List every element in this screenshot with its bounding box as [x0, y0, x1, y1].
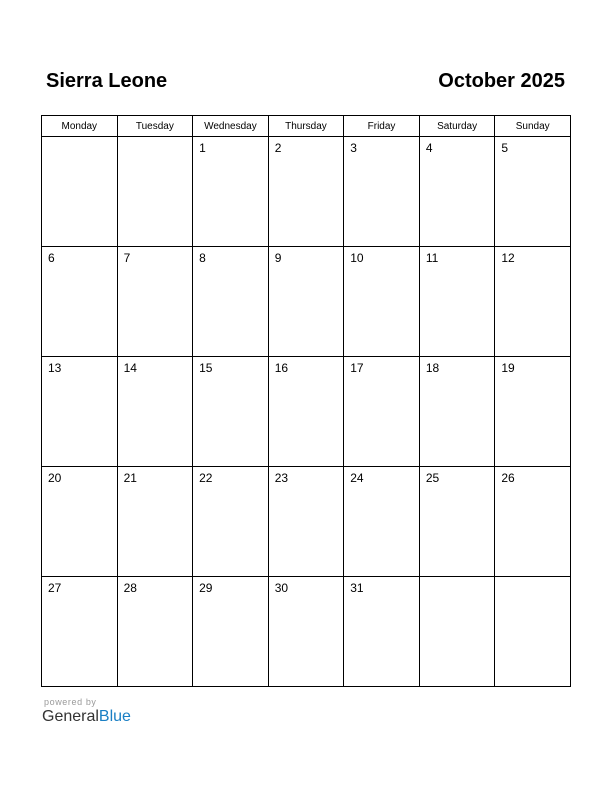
- weekday-tuesday: Tuesday: [117, 116, 193, 137]
- day-cell: [419, 577, 495, 687]
- day-cell: [419, 357, 495, 467]
- day-number: 2: [274, 141, 282, 155]
- week-row: [42, 577, 571, 687]
- day-number: 27: [48, 581, 62, 595]
- day-cell: [42, 357, 118, 467]
- day-cell: [495, 247, 571, 357]
- day-cell: [268, 247, 344, 357]
- day-number: [118, 137, 193, 141]
- weekday-sunday: Sunday: [495, 116, 571, 137]
- footer-branding: [42, 697, 131, 726]
- brand-part-blue: Blue: [98, 708, 131, 725]
- day-cell: [268, 577, 344, 687]
- week-row: [42, 357, 571, 467]
- calendar-header: [46, 70, 565, 98]
- generalblue-logo[interactable]: [42, 708, 131, 726]
- day-number: 25: [425, 471, 440, 485]
- day-number: [42, 137, 117, 141]
- weekday-monday: Monday: [42, 116, 118, 137]
- day-cell: [344, 137, 420, 247]
- day-number: 12: [501, 251, 515, 265]
- day-cell: [42, 577, 118, 687]
- day-number: 16: [274, 361, 289, 375]
- day-number: 31: [350, 581, 364, 595]
- month-year-title: October 2025: [438, 70, 565, 92]
- powered-by-label: powered by: [44, 697, 97, 707]
- day-cell: [344, 577, 420, 687]
- day-number: 24: [350, 471, 364, 485]
- day-cell: [193, 137, 269, 247]
- week-row: [42, 467, 571, 577]
- day-cell: [268, 357, 344, 467]
- country-title: Sierra Leone: [46, 70, 168, 92]
- weekday-friday: Friday: [344, 116, 420, 137]
- day-cell: [117, 357, 193, 467]
- day-number: 20: [48, 471, 62, 485]
- day-number: 14: [123, 361, 137, 375]
- day-number: 29: [199, 581, 213, 595]
- day-cell: [268, 467, 344, 577]
- day-cell: [42, 467, 118, 577]
- week-row: [42, 247, 571, 357]
- day-number: 8: [199, 251, 206, 265]
- day-cell: [495, 357, 571, 467]
- day-number: 28: [123, 581, 137, 595]
- brand-part-general: General: [42, 708, 99, 725]
- day-cell: [117, 247, 193, 357]
- day-cell: [42, 247, 118, 357]
- day-cell: [495, 137, 571, 247]
- day-number: 23: [274, 471, 289, 485]
- day-number: 17: [350, 361, 364, 375]
- day-cell: [117, 467, 193, 577]
- day-number: 26: [501, 471, 515, 485]
- day-number: 1: [199, 141, 206, 155]
- day-cell: [193, 247, 269, 357]
- day-number: 30: [274, 581, 289, 595]
- day-cell: [344, 247, 420, 357]
- weekday-wednesday: Wednesday: [193, 116, 269, 137]
- day-cell: [193, 467, 269, 577]
- day-cell: [117, 577, 193, 687]
- day-number: 10: [350, 251, 364, 265]
- day-number: 4: [425, 141, 433, 155]
- week-row: [42, 137, 571, 247]
- day-number: 15: [199, 361, 213, 375]
- day-number: 18: [425, 361, 440, 375]
- day-cell: [117, 137, 193, 247]
- day-cell: [419, 137, 495, 247]
- day-cell: [268, 137, 344, 247]
- day-cell: [495, 577, 571, 687]
- day-number: 6: [48, 251, 55, 265]
- day-number: 22: [199, 471, 213, 485]
- calendar-grid: [41, 115, 571, 687]
- day-cell: [344, 357, 420, 467]
- day-number: 7: [123, 251, 131, 265]
- day-cell: [42, 137, 118, 247]
- day-cell: [495, 467, 571, 577]
- weekday-header-row: [42, 116, 571, 137]
- weekday-saturday: Saturday: [419, 116, 495, 137]
- day-cell: [344, 467, 420, 577]
- day-number: 11: [425, 251, 439, 265]
- day-cell: [419, 467, 495, 577]
- day-number: 5: [501, 141, 509, 155]
- day-cell: [193, 577, 269, 687]
- day-number: [495, 577, 570, 581]
- day-cell: [419, 247, 495, 357]
- weekday-thursday: Thursday: [268, 116, 344, 137]
- day-number: 9: [274, 251, 282, 265]
- day-cell: [193, 357, 269, 467]
- day-number: [420, 577, 495, 581]
- day-number: 19: [501, 361, 515, 375]
- day-number: 13: [48, 361, 62, 375]
- day-number: 21: [123, 471, 137, 485]
- day-number: 3: [350, 141, 357, 155]
